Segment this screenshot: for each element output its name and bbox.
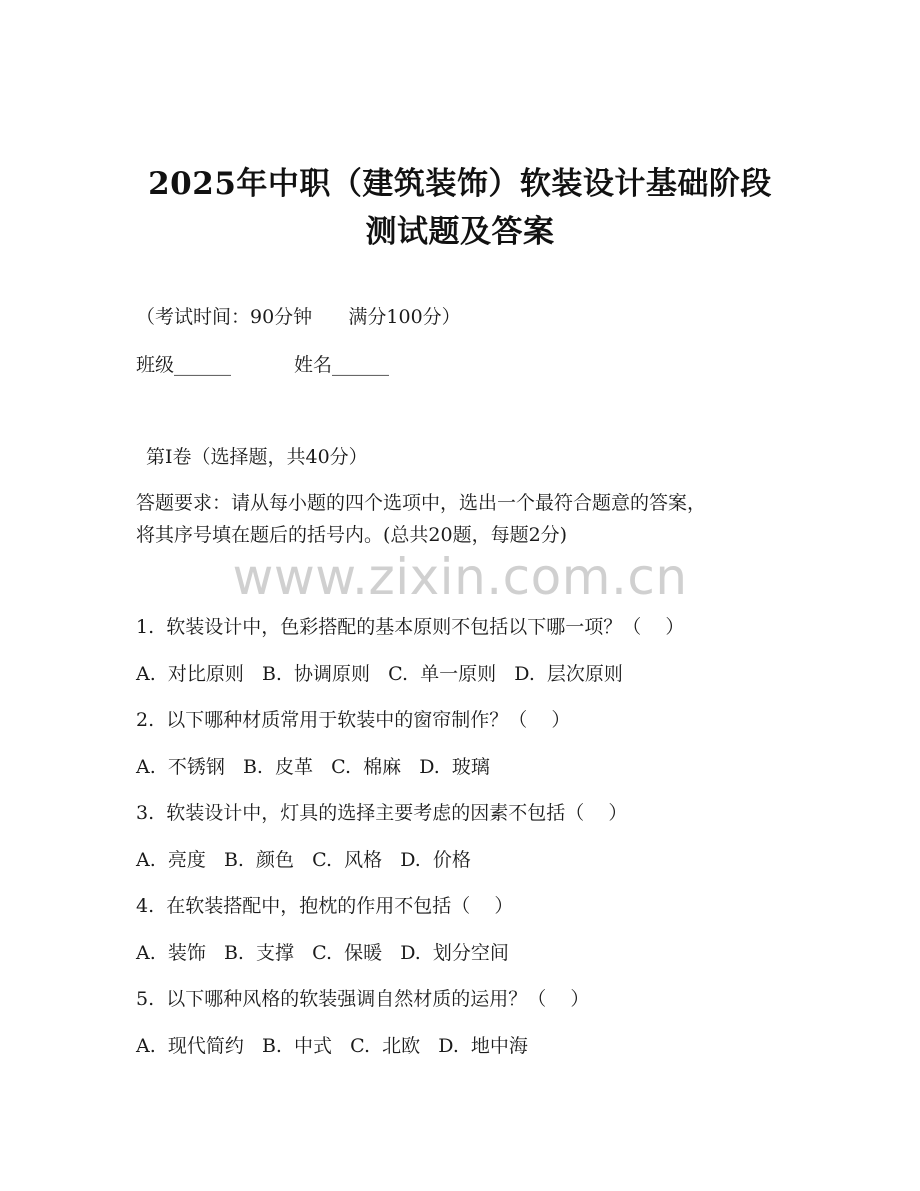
document-title-line-1: 2025年中职（建筑装饰）软装设计基础阶段 bbox=[148, 166, 772, 202]
question-3-options: A. 亮度 B. 颜色 C. 风格 D. 价格 bbox=[136, 849, 471, 871]
question-5-stem: 5. 以下哪种风格的软装强调自然材质的运用？（ ） bbox=[136, 988, 590, 1010]
question-5-options: A. 现代简约 B. 中式 C. 北欧 D. 地中海 bbox=[136, 1035, 528, 1057]
question-1-stem: 1. 软装设计中，色彩搭配的基本原则不包括以下哪一项？（ ） bbox=[136, 616, 685, 638]
question-1-options: A. 对比原则 B. 协调原则 C. 单一原则 D. 层次原则 bbox=[136, 663, 623, 685]
exam-info: （考试时间：90分钟 满分100分） bbox=[136, 306, 461, 328]
instructions-line-1: 答题要求：请从每小题的四个选项中，选出一个最符合题意的答案， bbox=[136, 492, 707, 514]
watermark: www.zixin.com.cn bbox=[232, 548, 688, 606]
question-4-options: A. 装饰 B. 支撑 C. 保暖 D. 划分空间 bbox=[136, 942, 509, 964]
instructions-line-2: 将其序号填在题后的括号内。(总共20题，每题2分) bbox=[136, 524, 568, 546]
section-heading: 第Ⅰ卷（选择题，共40分） bbox=[146, 446, 368, 468]
question-4-stem: 4. 在软装搭配中，抱枕的作用不包括（ ） bbox=[136, 895, 514, 917]
question-2-stem: 2. 以下哪种材质常用于软装中的窗帘制作？（ ） bbox=[136, 709, 571, 731]
question-3-stem: 3. 软装设计中，灯具的选择主要考虑的因素不包括（ ） bbox=[136, 802, 628, 824]
document-title-line-2: 测试题及答案 bbox=[365, 214, 555, 250]
question-2-options: A. 不锈钢 B. 皮革 C. 棉麻 D. 玻璃 bbox=[136, 756, 490, 778]
name-field: 姓名______ bbox=[294, 354, 390, 376]
class-field: 班级______ bbox=[136, 354, 232, 376]
